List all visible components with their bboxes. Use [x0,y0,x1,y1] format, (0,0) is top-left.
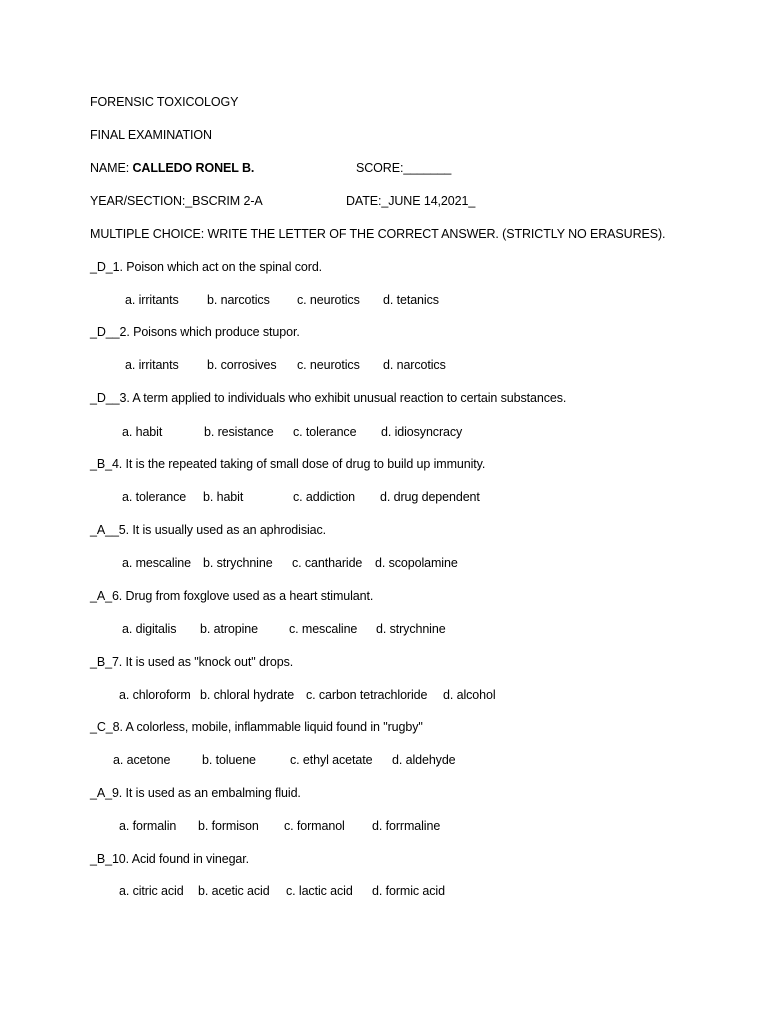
q7-option-a: a. chloroform [119,688,191,702]
score-field: SCORE:_______ [356,161,452,175]
q3-option-d: d. idiosyncracy [381,425,463,439]
q5-option-d: d. scopolamine [375,556,458,570]
q5-option-a: a. mescaline [122,556,191,570]
q5-option-b: b. strychnine [203,556,273,570]
q6-option-d: d. strychnine [376,622,446,636]
question-9: _A_9. It is used as an embalming fluid. [90,786,301,800]
q2-option-b: b. corrosives [207,358,277,372]
q9-option-a: a. formalin [119,819,177,833]
subject-title: FORENSIC TOXICOLOGY [90,95,239,109]
q10-option-c: c. lactic acid [286,884,353,898]
q9-option-b: b. formison [198,819,259,833]
q8-option-a: a. acetone [113,753,171,767]
q7-option-d: d. alcohol [443,688,496,702]
q3-option-a: a. habit [122,425,163,439]
q6-option-c: c. mescaline [289,622,358,636]
q3-option-c: c. tolerance [293,425,357,439]
q9-option-d: d. forrmaline [372,819,441,833]
question-1: _D_1. Poison which act on the spinal cord. [90,260,323,274]
q8-option-d: d. aldehyde [392,753,456,767]
q8-option-b: b. toluene [202,753,256,767]
question-5: _A__5. It is usually used as an aphrodisiac. [90,523,327,537]
q1-option-c: c. neurotics [297,293,360,307]
q3-option-b: b. resistance [204,425,274,439]
q1-option-a: a. irritants [125,293,179,307]
q10-option-b: b. acetic acid [198,884,270,898]
question-2: _D__2. Poisons which produce stupor. [90,325,300,339]
q2-option-d: d. narcotics [383,358,446,372]
question-7: _B_7. It is used as "knock out" drops. [90,655,294,669]
q7-option-b: b. chloral hydrate [200,688,295,702]
question-6: _A_6. Drug from foxglove used as a heart stimulant. [90,589,374,603]
q10-option-d: d. formic acid [372,884,445,898]
q10-option-a: a. citric acid [119,884,184,898]
question-4: _B_4. It is the repeated taking of small dose of drug to build up immunity. [90,457,486,471]
question-8: _C_8. A colorless, mobile, inflammable liquid found in "rugby" [90,720,423,734]
q4-option-a: a. tolerance [122,490,187,504]
year-section-field: YEAR/SECTION:_BSCRIM 2-A [90,194,263,208]
q2-option-c: c. neurotics [297,358,360,372]
name-label: NAME: [90,161,133,175]
q5-option-c: c. cantharide [292,556,363,570]
q4-option-c: c. addiction [293,490,356,504]
question-3: _D__3. A term applied to individuals who exhibit unusual reaction to certain substances. [90,391,567,405]
q4-option-d: d. drug dependent [380,490,480,504]
name-line [90,160,254,176]
exam-title: FINAL EXAMINATION [90,128,212,142]
q4-option-b: b. habit [203,490,244,504]
q9-option-c: c. formanol [284,819,345,833]
q6-option-b: b. atropine [200,622,258,636]
question-10: _B_10. Acid found in vinegar. [90,852,250,866]
q7-option-c: c. carbon tetrachloride [306,688,428,702]
q1-option-b: b. narcotics [207,293,270,307]
q1-option-d: d. tetanics [383,293,439,307]
q8-option-c: c. ethyl acetate [290,753,373,767]
instructions: MULTIPLE CHOICE: WRITE THE LETTER OF THE CORRECT ANSWER. (STRICTLY NO ERASURES). [90,227,666,241]
name-value: CALLEDO RONEL B. [132,161,255,175]
q6-option-a: a. digitalis [122,622,177,636]
q2-option-a: a. irritants [125,358,179,372]
date-field: DATE:_JUNE 14,2021_ [346,194,476,208]
